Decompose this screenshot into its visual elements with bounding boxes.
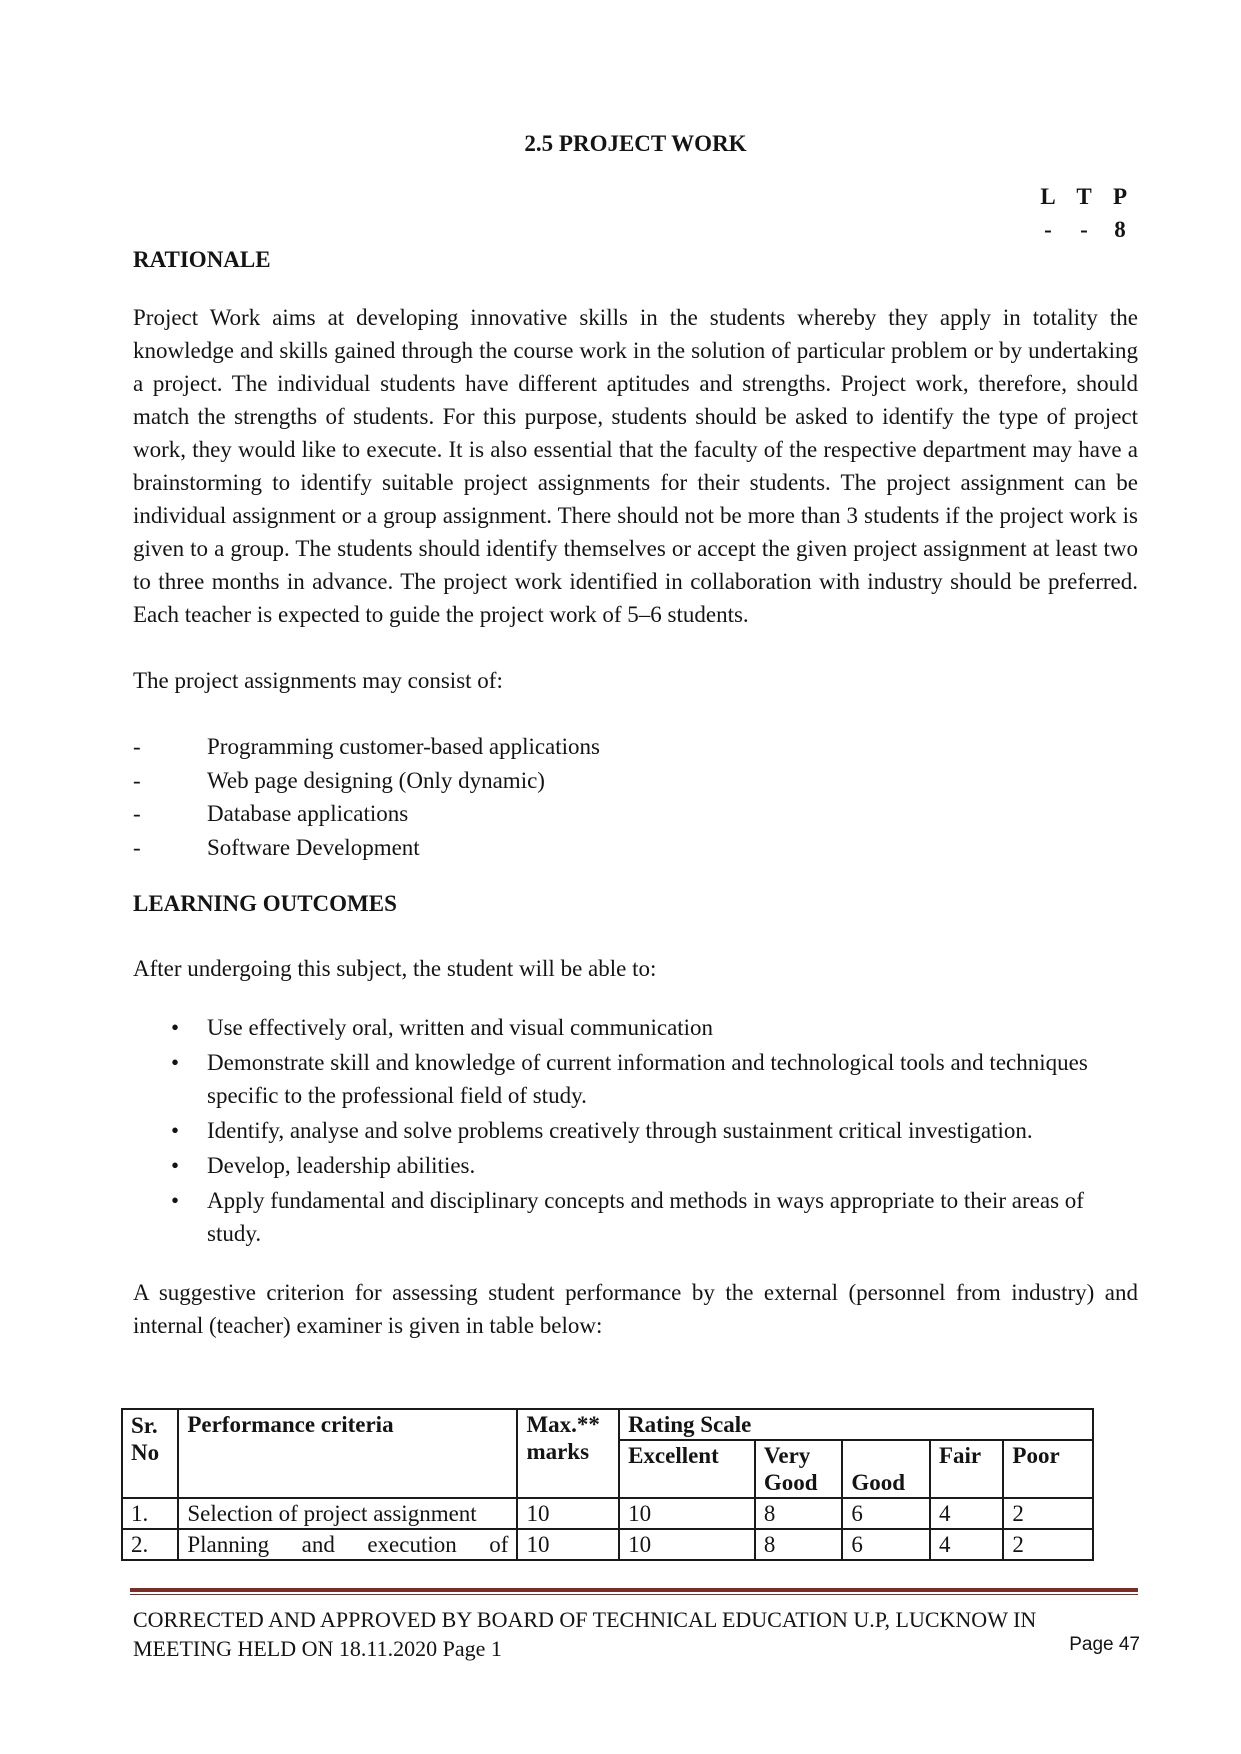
- list-item-text: Use effectively oral, written and visual communication: [207, 1015, 714, 1040]
- dash-marker: -: [133, 767, 141, 793]
- footer-line-1: CORRECTED AND APPROVED BY BOARD OF TECHNICAL EDUCATION U.P, LUCKNOW IN: [133, 1607, 1037, 1632]
- bullet-icon: •: [171, 1015, 180, 1040]
- cell-excellent: 10: [619, 1529, 755, 1560]
- list-item-text: Develop, leadership abilities.: [207, 1153, 476, 1178]
- outcomes-heading: LEARNING OUTCOMES: [133, 891, 397, 916]
- header-fair: Fair: [930, 1440, 1003, 1498]
- cell-very-good: 8: [755, 1498, 843, 1529]
- cell-fair: 4: [930, 1498, 1003, 1529]
- ltp-l-value: -: [1044, 217, 1052, 242]
- list-item-text: Apply fundamental and disciplinary concepts and methods in ways appropriate to their areas of study.: [207, 1188, 1084, 1246]
- table-header-row: [122, 1409, 1093, 1440]
- consist-intro: The project assignments may consist of:: [133, 668, 503, 693]
- footer-divider-thin: [130, 1594, 1138, 1595]
- ltp-t: T: [1076, 184, 1092, 209]
- list-item-text: Identify, analyse and solve problems creatively through sustainment critical investigation.: [207, 1118, 1033, 1143]
- footer-line-2: MEETING HELD ON 18.11.2020 Page 1: [133, 1636, 502, 1661]
- page-title: 2.5 PROJECT WORK: [524, 131, 747, 156]
- list-item: [133, 1114, 1138, 1147]
- cell-sr: 1.: [122, 1498, 178, 1529]
- list-item: [133, 1184, 1138, 1250]
- rationale-heading: RATIONALE: [133, 247, 271, 272]
- ltp-t-value: -: [1080, 217, 1088, 242]
- list-item: [133, 797, 1138, 831]
- cell-criteria: Planning and execution of: [178, 1529, 517, 1560]
- ltp-p: P: [1112, 184, 1128, 209]
- ltp-block: [1030, 180, 1138, 246]
- ltp-headers: [1030, 180, 1138, 213]
- list-item: [133, 764, 1138, 798]
- table-row: [122, 1498, 1093, 1529]
- assessment-intro: A suggestive criterion for assessing student performance by the external (personnel from industry) and internal (teacher) examiner is given in table below:: [133, 1280, 1138, 1338]
- header-good: Good: [842, 1440, 930, 1498]
- bullet-icon: •: [171, 1050, 180, 1075]
- cell-fair: 4: [930, 1529, 1003, 1560]
- cell-max: 10: [517, 1529, 619, 1560]
- ltp-values: [1030, 213, 1138, 246]
- list-item: [133, 1011, 1138, 1044]
- cell-good: 6: [842, 1498, 930, 1529]
- assignment-list: [133, 730, 1138, 864]
- dash-marker: -: [133, 801, 141, 826]
- footer-divider: [130, 1588, 1138, 1592]
- cell-max: 10: [517, 1498, 619, 1529]
- bullet-icon: •: [171, 1188, 180, 1213]
- dash-marker: -: [133, 834, 141, 860]
- table-row: [122, 1529, 1093, 1560]
- cell-poor: 2: [1003, 1529, 1093, 1560]
- list-item-text: Database applications: [207, 801, 409, 826]
- rationale-paragraph: Project Work aims at developing innovative skills in the students whereby they apply in totality the knowledge and skills gained through the course work in the solution of particular problem or by undertaking a project. The individual students have different aptitudes and strengths. Project work, therefore, should match the strengths of students. For this purpose, students should be asked to identify the type of project work, they would like to execute. It is also essential that the faculty of the respective department may have a brainstorming to identify suitable project assignments for their students. The project assignment can be individual assignment or a group assignment. There should not be more than 3 students if the project work is given to a group. The students should identify themselves or accept the given project assignment at least two to three months in advance. The project work identified in collaboration with industry should be preferred. Each teacher is expected to guide the project work of 5–6 students.: [133, 305, 1138, 627]
- assessment-table: [121, 1408, 1094, 1561]
- outcomes-list: [133, 1011, 1138, 1252]
- cell-criteria: Selection of project assignment: [178, 1498, 517, 1529]
- page-number: Page 47: [1069, 1634, 1140, 1655]
- ltp-l: L: [1040, 184, 1056, 209]
- header-excellent: Excellent: [619, 1440, 755, 1498]
- cell-excellent: 10: [619, 1498, 755, 1529]
- header-sr-no: Sr. No: [122, 1409, 178, 1498]
- list-item: [133, 1046, 1138, 1112]
- header-poor: Poor: [1003, 1440, 1093, 1498]
- list-item-text: Web page designing (Only dynamic): [207, 767, 545, 793]
- cell-poor: 2: [1003, 1498, 1093, 1529]
- cell-sr: 2.: [122, 1529, 178, 1560]
- list-item-text: Demonstrate skill and knowledge of current information and technological tools and techniques specific to the professional field of study.: [207, 1050, 1088, 1108]
- list-item-text: Software Development: [207, 834, 420, 860]
- bullet-icon: •: [171, 1118, 180, 1143]
- header-rating-scale: Rating Scale: [619, 1409, 1093, 1440]
- header-criteria: Performance criteria: [178, 1409, 517, 1498]
- footer-text: [133, 1605, 1143, 1663]
- list-item-text: Programming customer-based applications: [207, 734, 600, 759]
- bullet-icon: •: [171, 1153, 180, 1178]
- dash-marker: -: [133, 734, 141, 759]
- cell-good: 6: [842, 1529, 930, 1560]
- list-item: [133, 831, 1138, 865]
- header-max-marks: Max.** marks: [517, 1409, 619, 1498]
- list-item: [133, 730, 1138, 764]
- list-item: [133, 1149, 1138, 1182]
- outcomes-intro: After undergoing this subject, the student will be able to:: [133, 956, 657, 981]
- ltp-p-value: 8: [1114, 217, 1126, 242]
- header-very-good: Very Good: [755, 1440, 843, 1498]
- cell-very-good: 8: [755, 1529, 843, 1560]
